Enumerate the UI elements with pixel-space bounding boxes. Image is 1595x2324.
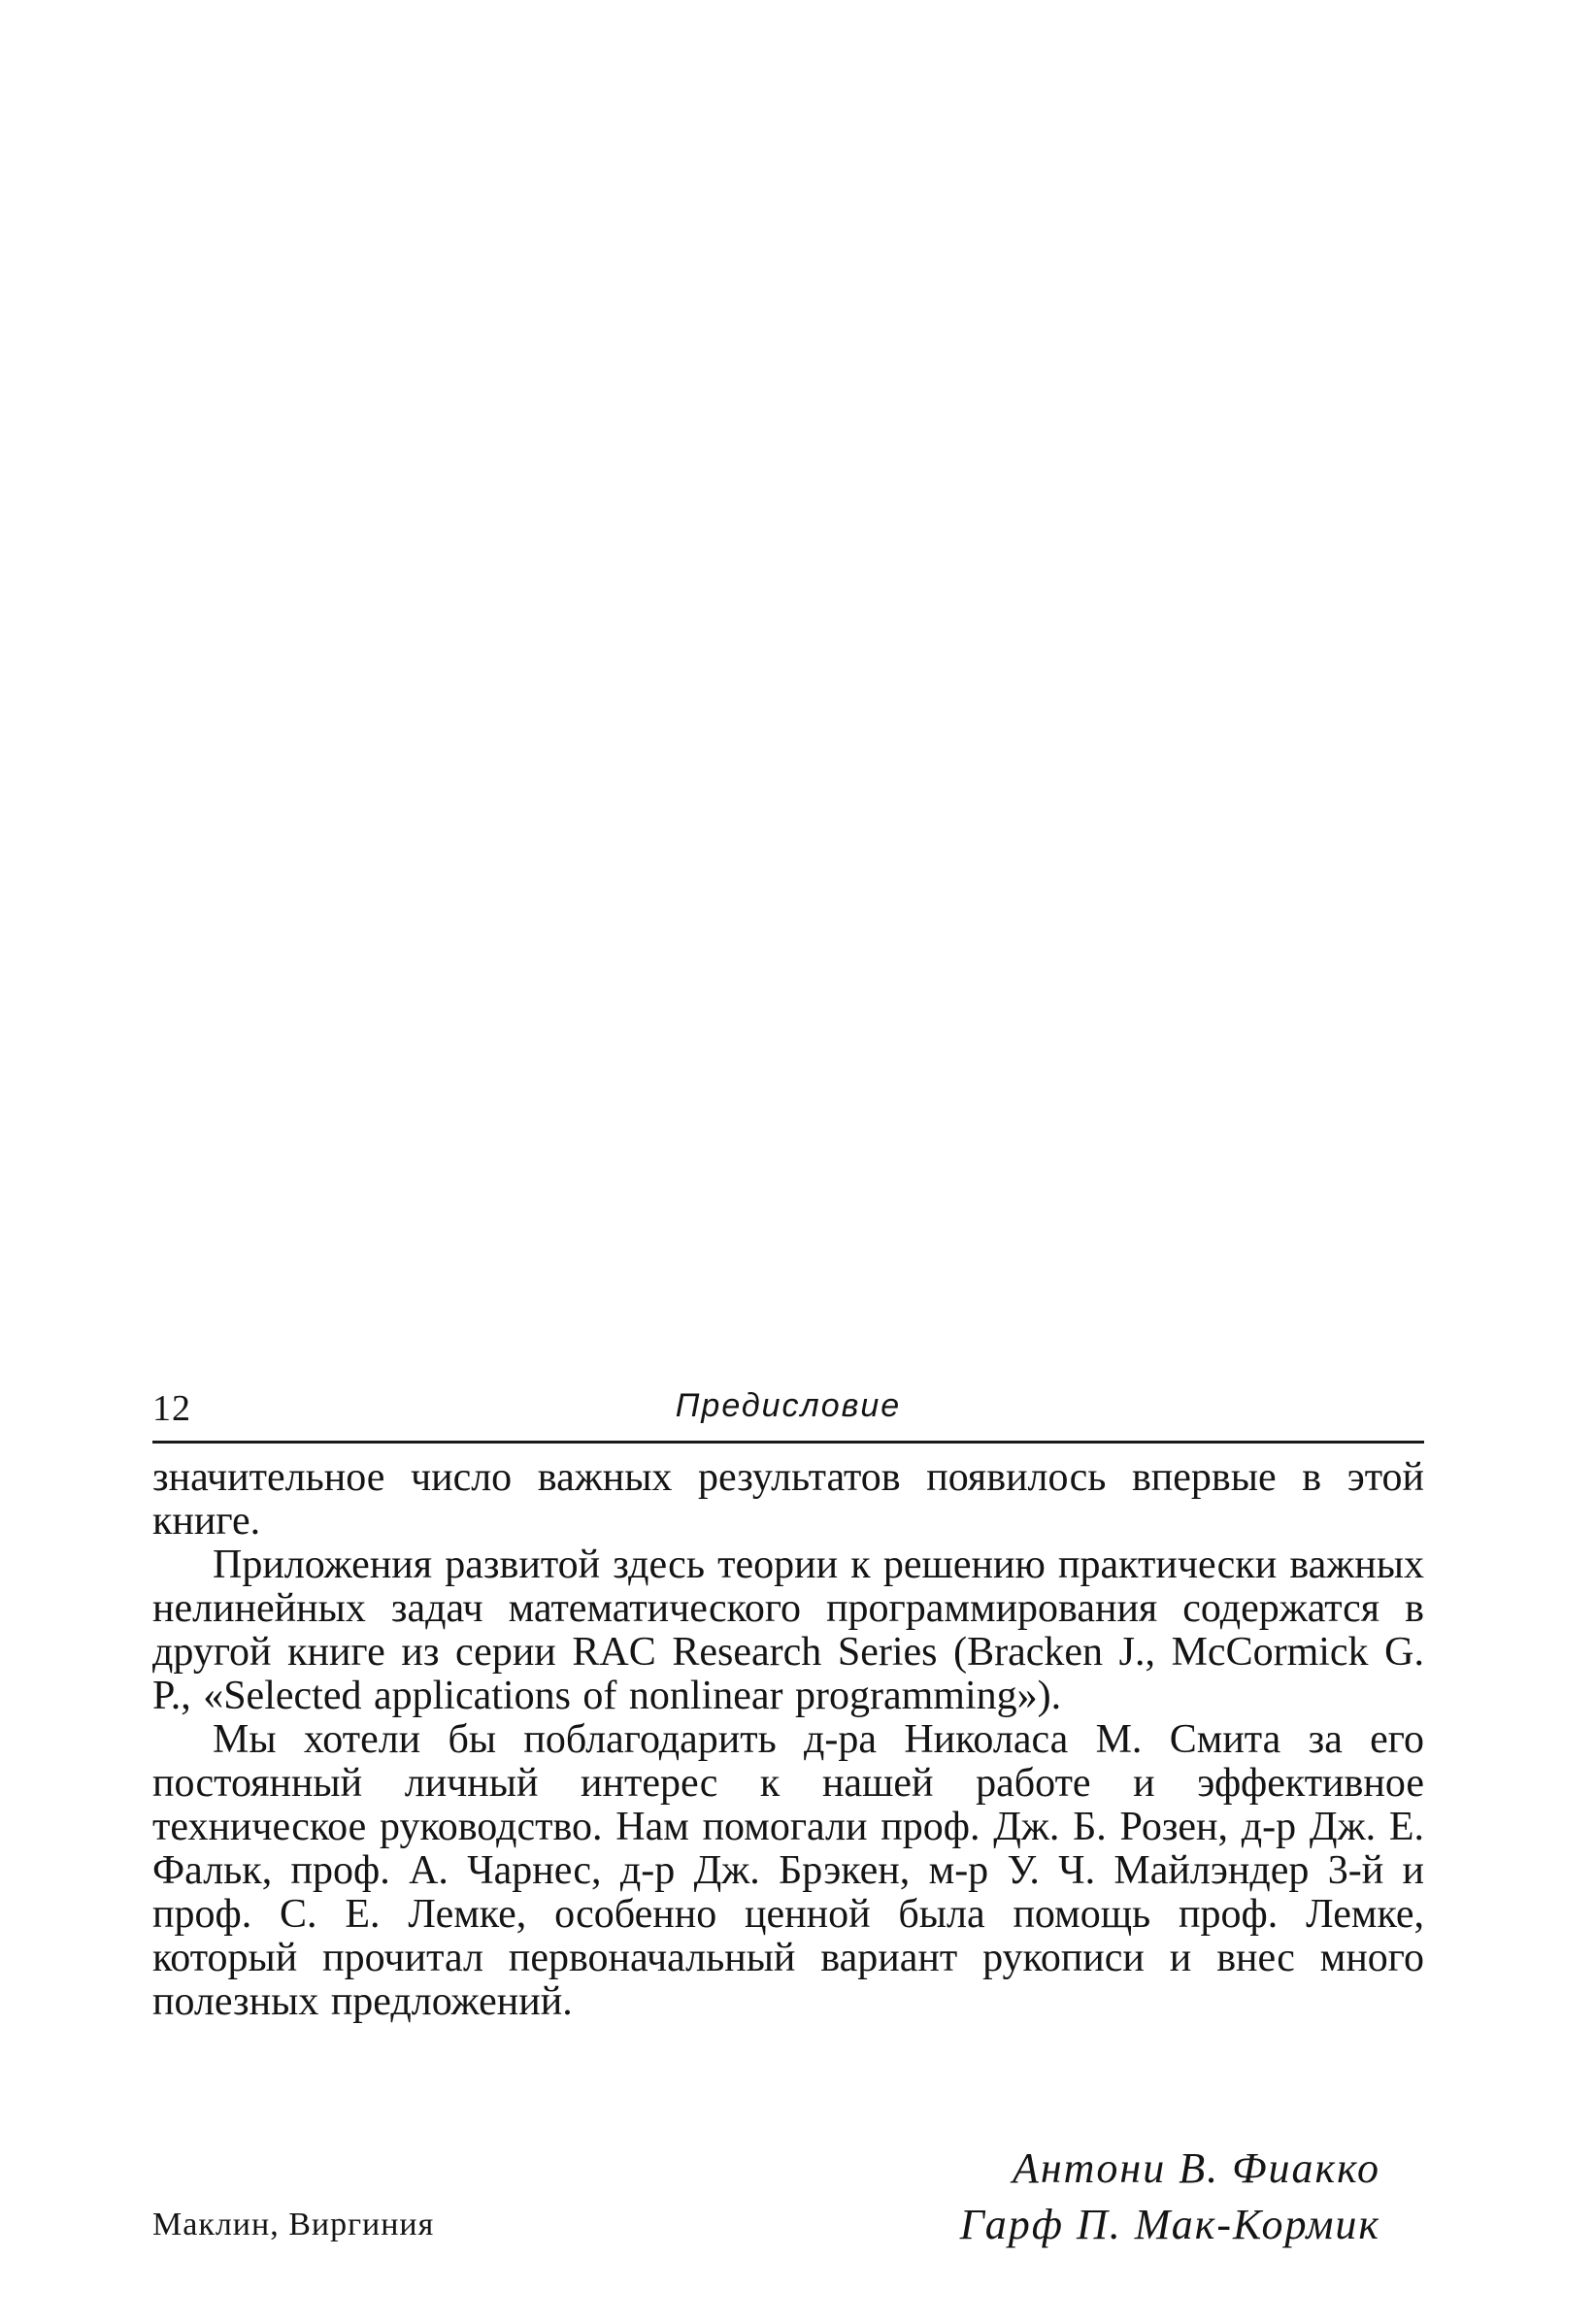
paragraph-acknowledgements: Мы хотели бы поблагодарить д-ра Николаса М. Смита за его постоянный личный интерес к нашей работе и эффективное техническое руководство. Нам помогали проф. Дж. Б. Розен, д-р Дж. Е. Фальк, проф. А. Чарнес, д-р Дж. Брэкен, м-р У. Ч. Майлэндер 3-й и проф. С. Е. Лемке, особенно ценной была помощь проф. Лемке, который прочитал первоначальный вариант рукописи и внес много полезных предложений. [152, 1717, 1424, 2024]
paragraph-continuation: значительное число важных результатов появилось впервые в этой книге. [152, 1455, 1424, 1544]
signature-block [152, 2141, 1424, 2257]
running-title: Предисловие [675, 1387, 902, 1424]
page-number: 12 [152, 1388, 191, 1429]
paragraph-applications: Приложения развитой здесь теории к решению практически важных нелинейных задач математического программирования содержатся в другой книге из серии RAC Research Series (Bracken J., McCormick G. P., «Selected applications of nonlinear programming»). [152, 1543, 1424, 1718]
running-head [152, 1383, 1424, 1432]
body-text [152, 1456, 1424, 2024]
author-name: Гарф П. Мак-Кормик [959, 2201, 1380, 2248]
signature-place: Маклин, Виргиния [152, 2207, 435, 2242]
signature-authors [960, 2141, 1380, 2253]
header-rule [152, 1441, 1424, 1444]
author-name: Антони В. Фиакко [1012, 2144, 1380, 2192]
